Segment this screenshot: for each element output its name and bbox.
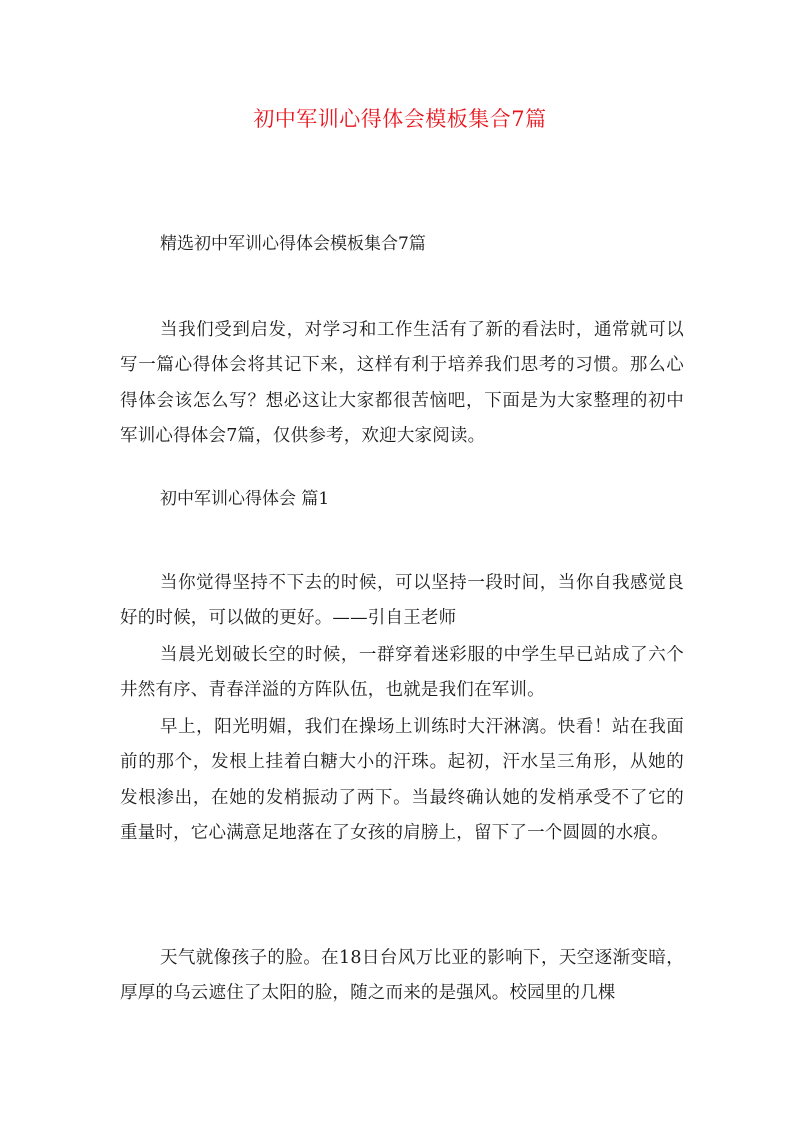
sweat-paragraph: 早上，阳光明媚，我们在操场上训练时大汗淋漓。快看！站在我面前的那个，发根上挂着白糖大小的汗珠。起初，汗水呈三角形，从她的发根渗出，在她的发梢振动了两下。当最终确认她的发梢承受不了它的重量时，它心满意足地落在了女孩的肩膀上，留下了一个圆圆的水痕。 <box>120 717 684 843</box>
section-heading: 初中军训心得体会 篇1 <box>160 489 330 509</box>
document-subtitle: 精选初中军训心得体会模板集合7篇 <box>160 234 426 254</box>
morning-paragraph: 当晨光划破长空的时候，一群穿着迷彩服的中学生早已站成了六个井然有序、青春洋溢的方阵队伍，也就是我们在军训。 <box>120 645 684 701</box>
document-title: 初中军训心得体会模板集合7篇 <box>253 107 547 131</box>
weather-paragraph: 天气就像孩子的脸。在18日台风万比亚的影响下，天空逐渐变暗，厚厚的乌云遮住了太阳的脸，随之而来的是强风。校园里的几棵 <box>120 948 684 1004</box>
intro-paragraph: 当我们受到启发，对学习和工作生活有了新的看法时，通常就可以写一篇心得体会将其记下来，这样有利于培养我们思考的习惯。那么心得体会该怎么写？想必这让大家都很苦恼吧，下面是为大家整理的初中军训心得体会7篇，仅供参考，欢迎大家阅读。 <box>120 320 684 446</box>
quote-paragraph: 当你觉得坚持不下去的时候，可以坚持一段时间，当你自我感觉良好的时候，可以做的更好。——引自王老师 <box>120 573 684 629</box>
